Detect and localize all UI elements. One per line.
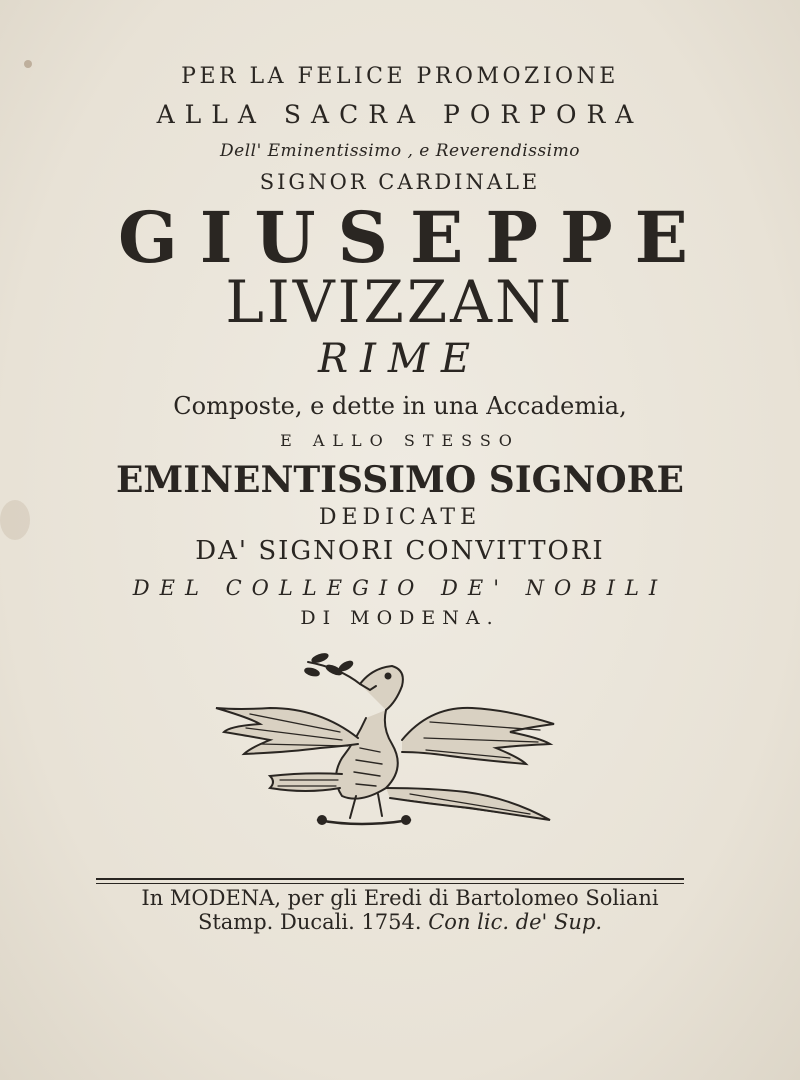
imprint-rule-thick	[96, 878, 684, 880]
imprint-line-2	[0, 910, 800, 934]
subtitle: Composte, e dette in una Accademia,	[173, 392, 627, 420]
heading-line-4: SIGNOR CARDINALE	[259, 170, 541, 194]
cardinal-first-name: GIUSEPPE	[117, 196, 711, 279]
heading-line-1: PER LA FELICE PROMOZIONE	[181, 64, 619, 89]
dedication-intro: E ALLO STESSO	[280, 431, 520, 450]
imprint-license: Con lic. de' Sup.	[428, 910, 603, 934]
dedicate-label: DEDICATE	[318, 505, 482, 530]
imprint-rule-thin	[96, 883, 684, 884]
cardinal-last-name: LIVIZZANI	[225, 268, 575, 336]
imprint-date: Stamp. Ducali. 1754.	[197, 910, 422, 934]
heading-line-3: Dell' Eminentissimo , e Reverendissimo	[220, 141, 580, 161]
dedicators: DA' SIGNORI CONVITTORI	[195, 536, 605, 566]
college-name: DEL COLLEGIO DE' NOBILI	[132, 576, 668, 600]
eagle-with-olive-branch-icon	[210, 648, 570, 834]
imprint-line-1: In MODENA, per gli Eredi di Bartolomeo Soliani	[141, 886, 659, 910]
dedicatee: EMINENTISSIMO SIGNORE	[115, 459, 684, 501]
heading-line-2: ALLA SACRA PORPORA	[156, 100, 644, 129]
city-name: DI MODENA.	[300, 607, 500, 629]
work-title: RIME	[317, 336, 483, 382]
